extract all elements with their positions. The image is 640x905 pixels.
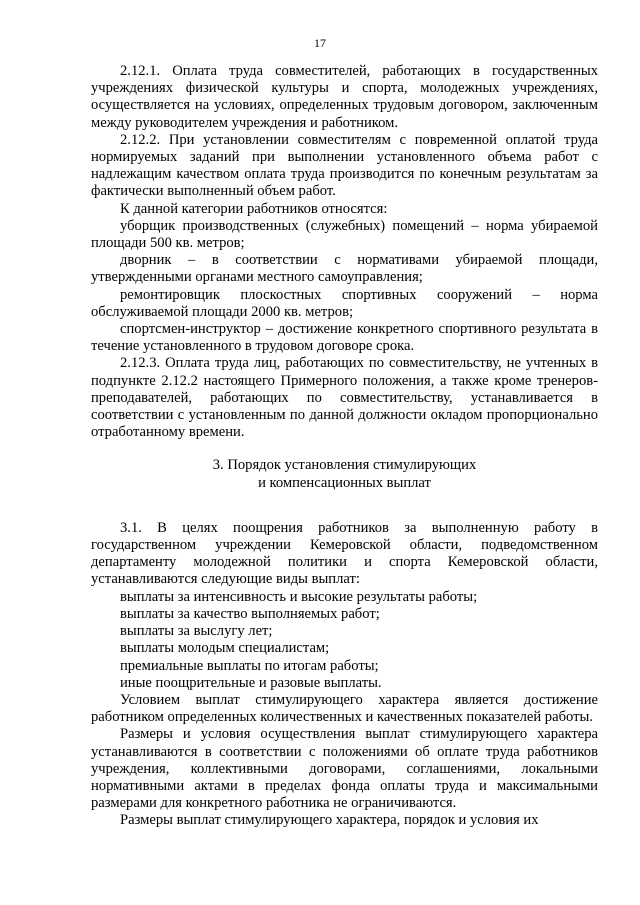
list-item-intensity: выплаты за интенсивность и высокие результаты работы; bbox=[120, 588, 478, 605]
paragraph-3-1: 3.1. В целях поощрения работников за выполненную работу в государственном учреждении Кемеровской области, подведомственном департаменту молодежной политики и спорта Кемеровской области, устанавливаются следующие виды выплат: bbox=[91, 519, 598, 588]
document-body bbox=[91, 63, 598, 830]
paragraph-sizes-conditions: Размеры и условия осуществления выплат стимулирующего характера устанавливаются в соответствии с положениями об оплате труда работников учреждения, коллективными договорами, соглашениями, локальными нормативными актами в пределах фонда оплаты труда и максимальными размерами для конкретного работника не ограничиваются. bbox=[91, 726, 598, 812]
page-number: 17 bbox=[314, 36, 326, 50]
list-item-young-specialists: выплаты молодым специалистам; bbox=[120, 640, 330, 657]
paragraph-2-12-2: 2.12.2. При установлении совместителям с повременной оплатой труда нормируемых заданий при выполнении установленного объема работ с надлежащим качеством оплата труда производится по конечным результатам за фактически выполненный объем работ. bbox=[91, 131, 598, 200]
list-item-repairer: ремонтировщик плоскостных спортивных сооружений – норма обслуживаемой площади 2000 кв. метров; bbox=[91, 286, 598, 320]
list-item-bonus: премиальные выплаты по итогам работы; bbox=[120, 657, 379, 674]
list-item-quality: выплаты за качество выполняемых работ; bbox=[120, 605, 380, 622]
section-heading bbox=[91, 457, 598, 491]
paragraph-category-intro: К данной категории работников относятся: bbox=[120, 200, 388, 217]
list-item-instructor: спортсмен-инструктор – достижение конкретного спортивного результата в течение установленного в трудовом договоре срока. bbox=[91, 321, 598, 355]
paragraph-sizes-order: Размеры выплат стимулирующего характера, порядок и условия их bbox=[120, 812, 539, 829]
section-heading-line1: 3. Порядок установления стимулирующих bbox=[212, 457, 477, 474]
list-item-seniority: выплаты за выслугу лет; bbox=[120, 623, 273, 640]
paragraph-2-12-3: 2.12.3. Оплата труда лиц, работающих по совместительству, не учтенных в подпункте 2.12.2 настоящего Примерного положения, а также кроме тренеров-преподавателей, работающих по совместительству, устанавливается в соответствии с установленным по данной должности окладом пропорционально отработанному времени. bbox=[91, 355, 598, 441]
list-item-cleaner: уборщик производственных (служебных) помещений – норма убираемой площади 500 кв. метров; bbox=[91, 217, 598, 252]
paragraph-condition: Условием выплат стимулирующего характера является достижение работником определенных количественных и качественных показателей работы. bbox=[91, 691, 598, 726]
list-item-other: иные поощрительные и разовые выплаты. bbox=[120, 674, 382, 691]
list-item-janitor: дворник – в соответствии с нормативами убираемой площади, утвержденными органами местного самоуправления; bbox=[91, 252, 598, 286]
section-heading-line2: и компенсационных выплат bbox=[258, 474, 431, 491]
paragraph-2-12-1: 2.12.1. Оплата труда совместителей, работающих в государственных учреждениях физической культуры и спорта, молодежных учреждениях, осуществляется на условиях, определенных трудовым договором, заключенным между руководителем учреждения и работником. bbox=[91, 63, 598, 131]
